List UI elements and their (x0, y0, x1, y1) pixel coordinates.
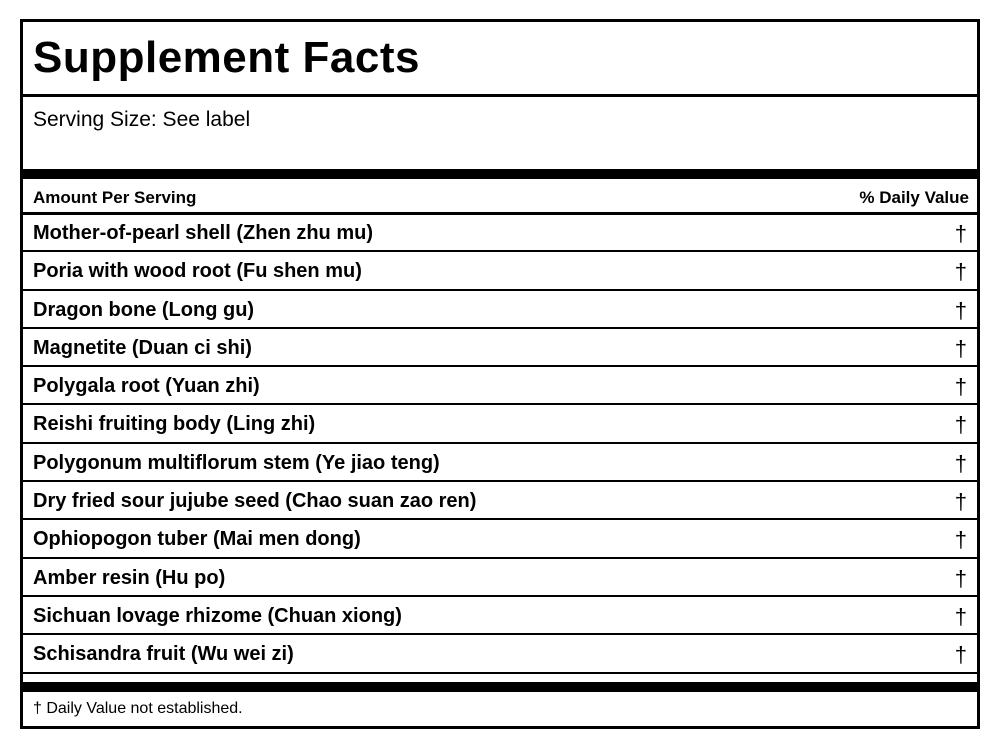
ingredient-name: Magnetite (Duan ci shi) (33, 336, 252, 359)
ingredient-name: Amber resin (Hu po) (33, 566, 226, 589)
title-section (23, 22, 977, 97)
ingredient-row (23, 444, 977, 482)
ingredient-name: Sichuan lovage rhizome (Chuan xiong) (33, 604, 402, 627)
ingredient-name: Polygonum multiflorum stem (Ye jiao teng) (33, 451, 440, 474)
amount-per-serving-label: Amount Per Serving (33, 188, 197, 207)
ingredient-row (23, 405, 977, 443)
ingredient-list (23, 214, 977, 674)
ingredient-row (23, 291, 977, 329)
thick-divider-top (23, 169, 977, 179)
supplement-facts-panel (20, 19, 980, 729)
ingredient-dv: † (954, 297, 967, 323)
ingredient-dv: † (954, 412, 967, 438)
ingredient-row (23, 559, 977, 597)
footnote: † Daily Value not established. (33, 700, 243, 717)
ingredient-row (23, 214, 977, 252)
ingredient-row (23, 482, 977, 520)
ingredient-name: Schisandra fruit (Wu wei zi) (33, 643, 294, 666)
ingredient-dv: † (954, 374, 967, 400)
ingredient-row (23, 635, 977, 673)
panel-title: Supplement Facts (33, 33, 420, 82)
ingredient-row (23, 252, 977, 290)
ingredient-name: Mother-of-pearl shell (Zhen zhu mu) (33, 222, 373, 244)
ingredient-dv: † (954, 527, 967, 553)
ingredient-dv: † (954, 221, 967, 246)
ingredient-dv: † (954, 259, 967, 285)
ingredient-name: Polygala root (Yuan zhi) (33, 375, 260, 398)
ingredient-dv: † (954, 565, 967, 591)
ingredient-name: Dry fried sour jujube seed (Chao suan zao ren) (33, 490, 477, 513)
ingredient-row (23, 367, 977, 405)
ingredient-row (23, 329, 977, 367)
ingredient-name: Ophiopogon tuber (Mai men dong) (33, 528, 361, 551)
ingredient-dv: † (954, 489, 967, 515)
thick-divider-bottom (23, 682, 977, 692)
ingredient-row (23, 520, 977, 558)
ingredient-row (23, 597, 977, 635)
ingredient-dv: † (954, 642, 967, 668)
ingredient-name: Dragon bone (Long gu) (33, 298, 255, 321)
ingredient-dv: † (954, 603, 967, 629)
ingredient-name: Reishi fruiting body (Ling zhi) (33, 413, 316, 436)
column-header-row (23, 179, 977, 215)
ingredient-dv: † (954, 335, 967, 361)
ingredient-name: Poria with wood root (Fu shen mu) (33, 260, 362, 283)
daily-value-label: % Daily Value (859, 188, 969, 207)
serving-size: Serving Size: See label (33, 108, 251, 131)
ingredient-dv: † (954, 450, 967, 476)
